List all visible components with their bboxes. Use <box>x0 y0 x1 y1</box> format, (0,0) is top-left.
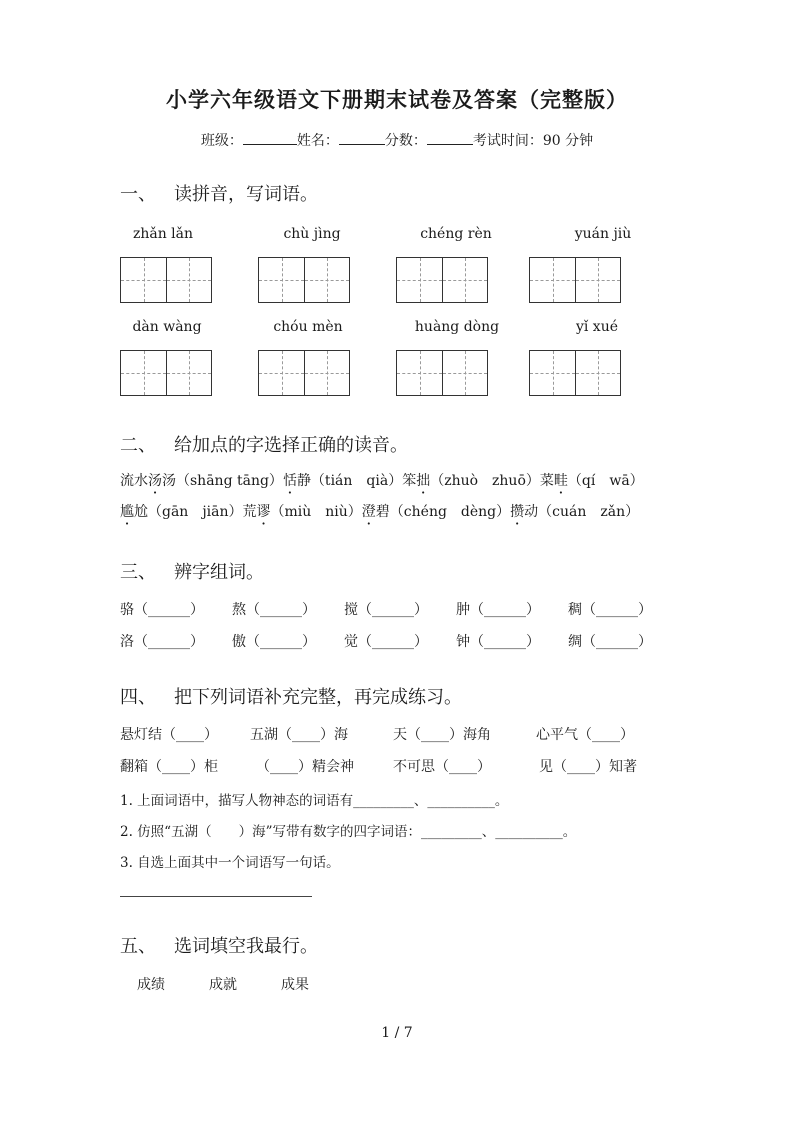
page-number: 1 / 7 <box>381 1025 413 1041</box>
word-blank[interactable]: 搅（______） <box>344 602 428 618</box>
idiom-blank[interactable]: 翻箱（____）柜 <box>120 759 218 775</box>
name-blank <box>339 130 385 145</box>
word-row-2 <box>120 631 680 651</box>
pinyin-8: yǐ xué <box>575 319 619 335</box>
word-blank[interactable]: 肿（______） <box>456 602 540 618</box>
pinyin-4: yuán jiù <box>574 226 632 242</box>
section-4-heading <box>120 683 462 709</box>
idiom-blank[interactable]: 不可思（____） <box>393 759 491 775</box>
idiom-blank[interactable]: 悬灯结（____） <box>120 727 218 743</box>
section-number: 一、 <box>120 184 156 205</box>
writing-grid[interactable] <box>120 350 212 396</box>
answer-line[interactable] <box>120 896 312 897</box>
word-blank[interactable]: 熬（______） <box>232 602 316 618</box>
section-number: 三、 <box>120 562 156 583</box>
question-2: 2. 仿照“五湖（ ）海”写带有数字的四字词语：_________、__________。 <box>120 824 577 840</box>
writing-grid[interactable] <box>529 257 621 303</box>
reading-item: 尴尬（gān jiān） <box>120 504 243 520</box>
reading-row-1 <box>120 470 644 490</box>
word-blank[interactable]: 钟（______） <box>456 634 540 650</box>
writing-grid[interactable] <box>120 257 212 303</box>
pinyin-5: dàn wàng <box>132 319 202 335</box>
reading-item: 流水汤汤（shāng tāng） <box>120 473 283 489</box>
section-3-heading <box>120 558 264 584</box>
writing-grid[interactable] <box>529 350 621 396</box>
word-choice: 成就 <box>209 977 237 993</box>
name-label: 姓名： <box>296 133 339 149</box>
idiom-blank[interactable]: 见（____）知著 <box>539 759 637 775</box>
idiom-row-1 <box>120 724 634 744</box>
score-label: 分数： <box>384 133 427 149</box>
pinyin-7: huàng dòng <box>414 319 500 335</box>
idiom-blank[interactable]: 五湖（____）海 <box>250 727 348 743</box>
section-title: 把下列词语补充完整，再完成练习。 <box>174 687 462 708</box>
word-blank[interactable]: 稠（______） <box>568 602 652 618</box>
writing-grid[interactable] <box>258 350 350 396</box>
word-blank[interactable]: 绸（______） <box>568 634 652 650</box>
section-5-heading <box>120 932 318 958</box>
reading-row-2 <box>120 501 639 521</box>
writing-grid[interactable] <box>396 350 488 396</box>
reading-item: 菜畦（qí wā） <box>539 473 644 489</box>
section-2-heading <box>120 431 408 457</box>
section-number: 四、 <box>120 687 156 708</box>
section-title: 选词填空我最行。 <box>174 936 318 957</box>
class-label: 班级： <box>200 133 243 149</box>
word-choices <box>137 974 309 994</box>
idiom-blank[interactable]: （____）精会神 <box>256 759 354 775</box>
pinyin-1: zhǎn lǎn <box>132 226 194 242</box>
section-title: 读拼音，写词语。 <box>174 184 318 205</box>
reading-item: 澄碧（chéng dèng） <box>361 504 511 520</box>
word-blank[interactable]: 骆（______） <box>120 602 204 618</box>
section-1-heading <box>120 180 318 206</box>
word-choice: 成绩 <box>137 977 165 993</box>
page-title: 小学六年级语文下册期末试卷及答案（完整版） <box>166 87 628 112</box>
word-row-1 <box>120 599 680 619</box>
word-blank[interactable]: 傲（______） <box>232 634 316 650</box>
score-blank <box>427 130 473 145</box>
section-title: 给加点的字选择正确的读音。 <box>174 435 408 456</box>
question-3: 3. 自选上面其中一个词语写一句话。 <box>120 855 340 871</box>
time-label: 考试时间：90 分钟 <box>472 133 594 149</box>
pinyin-6: chóu mèn <box>273 319 343 335</box>
reading-item: 恬静（tián qià） <box>282 473 403 489</box>
question-1: 1. 上面词语中，描写人物神态的词语有_________、__________。 <box>120 793 509 809</box>
reading-item: 笨拙（zhuò zhuō） <box>402 473 540 489</box>
student-info <box>0 130 794 150</box>
pinyin-2: chù jìng <box>283 226 341 242</box>
idiom-blank[interactable]: 天（____）海角 <box>393 727 491 743</box>
word-blank[interactable]: 洛（______） <box>120 634 204 650</box>
idiom-row-2 <box>120 756 637 776</box>
pinyin-3: chéng rèn <box>420 226 492 242</box>
word-blank[interactable]: 觉（______） <box>344 634 428 650</box>
writing-grid[interactable] <box>396 257 488 303</box>
reading-item: 攒动（cuán zǎn） <box>510 504 640 520</box>
word-choice: 成果 <box>281 977 309 993</box>
section-number: 五、 <box>120 936 156 957</box>
idiom-blank[interactable]: 心平气（____） <box>536 727 634 743</box>
section-number: 二、 <box>120 435 156 456</box>
class-blank <box>243 130 297 145</box>
reading-item: 荒谬（miù niù） <box>242 504 362 520</box>
writing-grid[interactable] <box>258 257 350 303</box>
section-title: 辨字组词。 <box>174 562 264 583</box>
